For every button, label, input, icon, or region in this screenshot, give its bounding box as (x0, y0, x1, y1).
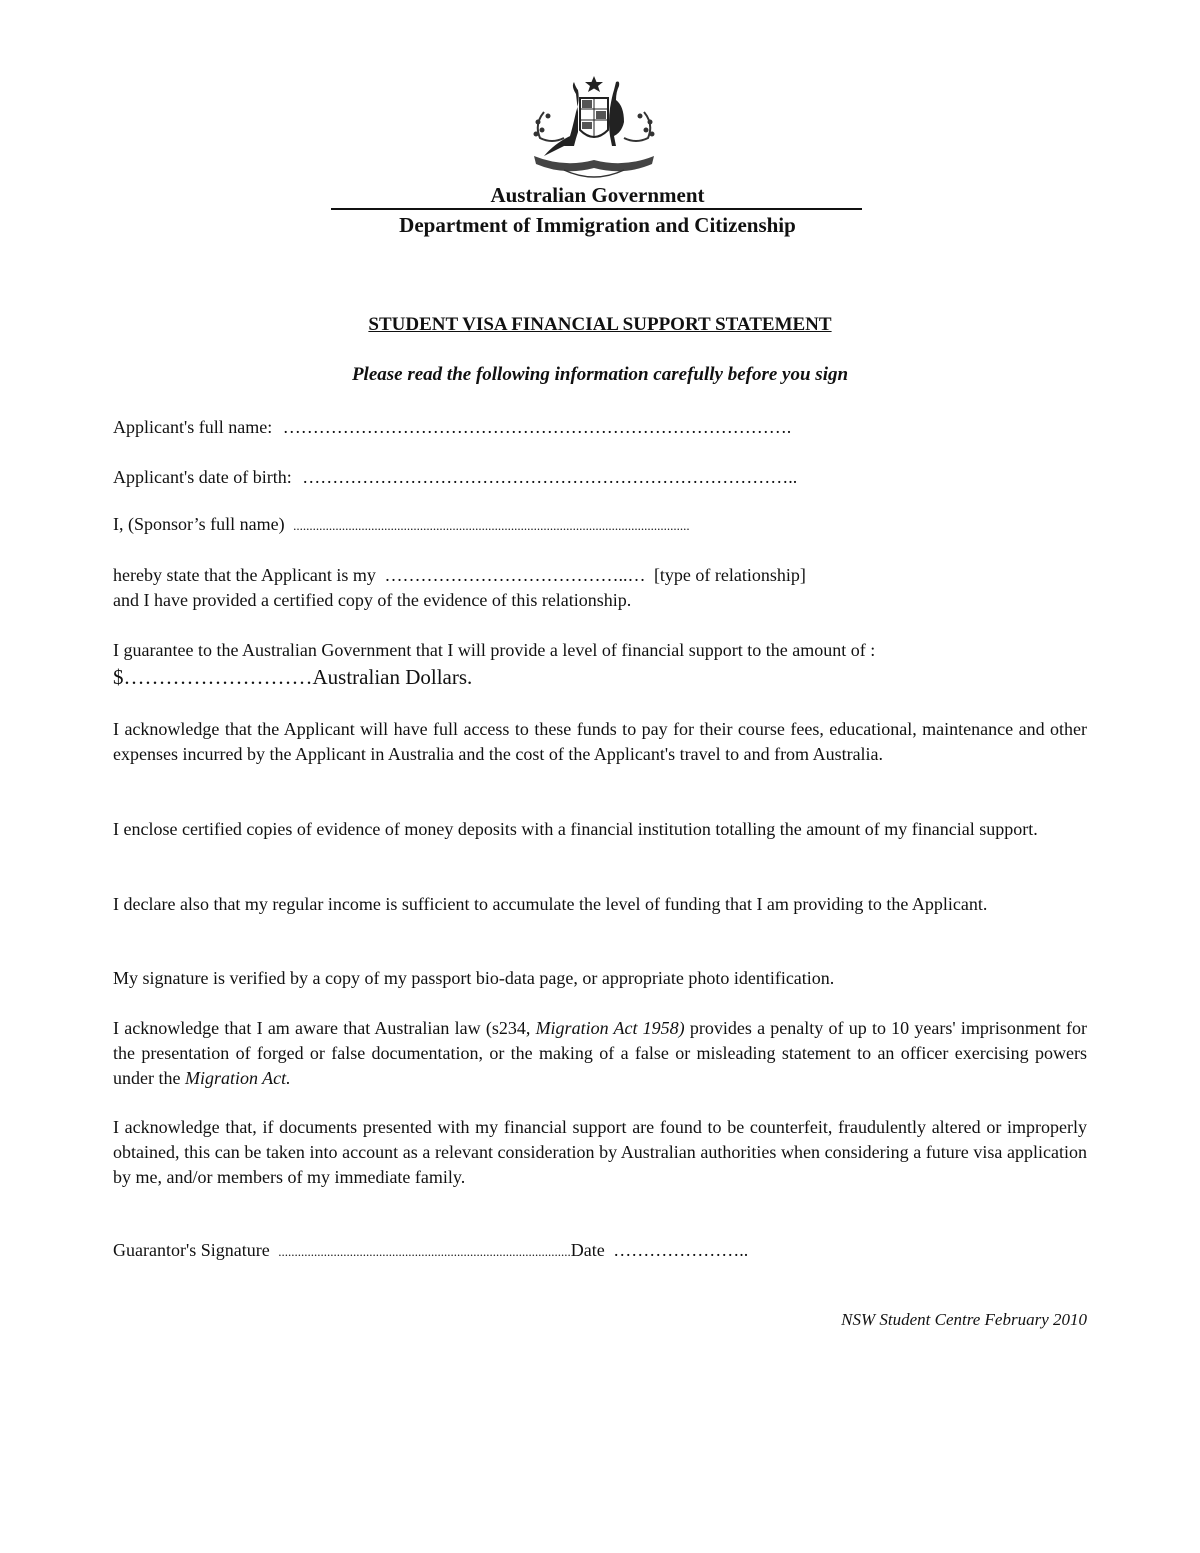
sponsor-name-field[interactable]: .......................................................................................................................... (293, 518, 690, 533)
signature-label: Guarantor's Signature (113, 1240, 270, 1260)
applicant-dob-label: Applicant's date of birth: (113, 467, 292, 487)
sponsor-name-row (113, 514, 690, 535)
amount-prefix: $ (113, 665, 124, 689)
date-field[interactable]: ………………….. (613, 1240, 749, 1260)
paragraph-evidence: I enclose certified copies of evidence of money deposits with a financial institution totalling the amount of my financial support. (113, 819, 1038, 839)
coat-of-arms-icon (524, 72, 664, 184)
legal-text-part2: provides a penalty of up to 10 years' imprisonment for the presentation of forged or false documentation, or the making of a false or misleading statement to an officer exercising powers under the (113, 1018, 1088, 1088)
header-divider (331, 208, 862, 210)
government-name: Australian Government (490, 183, 705, 207)
date-label: Date (570, 1240, 605, 1260)
signature-field[interactable]: .......................................................................................... (278, 1244, 571, 1259)
applicant-dob-field[interactable]: ……………………………………………………………………….. (302, 467, 798, 487)
paragraph-signature-verification: My signature is verified by a copy of my passport bio-data page, or appropriate photo identification. (113, 968, 835, 988)
applicant-name-field[interactable]: …………………………………………………………………………. (282, 417, 792, 437)
applicant-dob-row (113, 467, 797, 488)
sponsor-name-label: I, (Sponsor’s full name) (113, 514, 285, 534)
department-name: Department of Immigration and Citizenship (399, 213, 796, 237)
document-title: STUDENT VISA FINANCIAL SUPPORT STATEMENT (368, 314, 832, 335)
act-reference-short: Migration Act. (184, 1068, 291, 1088)
amount-suffix: Australian Dollars. (312, 665, 473, 689)
relationship-field[interactable]: …………………………………..… (384, 565, 646, 585)
applicant-name-row (113, 417, 791, 438)
paragraph-income: I declare also that my regular income is sufficient to accumulate the level of funding that I am providing to the Applicant. (113, 894, 988, 914)
footer-note: NSW Student Centre February 2010 (841, 1310, 1087, 1329)
relationship-suffix: [type of relationship] (653, 565, 806, 585)
amount-row (113, 665, 472, 690)
act-reference: Migration Act 1958) (535, 1018, 685, 1038)
guarantee-text: I guarantee to the Australian Government that I will provide a level of financial support to the amount of : (113, 640, 876, 660)
relationship-prefix: hereby state that the Applicant is my (113, 565, 376, 585)
amount-field[interactable]: ……………………… (123, 665, 313, 689)
document-subtitle: Please read the following information carefully before you sign (351, 364, 849, 385)
paragraph-funds-access: I acknowledge that the Applicant will have full access to these funds to pay for their course fees, educational, maintenance and other expenses incurred by the Applicant in Australia and the cost of the Applicant's travel to and from Australia. (113, 719, 1087, 764)
legal-text-part1: I acknowledge that I am aware that Australian law (s234, (113, 1018, 536, 1038)
relationship-evidence-line: and I have provided a certified copy of the evidence of this relationship. (113, 590, 632, 610)
paragraph-legal-penalty (113, 1016, 1087, 1091)
applicant-name-label: Applicant's full name: (113, 417, 273, 437)
paragraph-counterfeit: I acknowledge that, if documents presented with my financial support are found to be counterfeit, fraudulently altered or improperly obtained, this can be taken into account as a relevant consideration by Australian authorities when considering a future visa application by me, and/or members of my immediate family. (113, 1117, 1087, 1187)
relationship-row (113, 565, 806, 586)
signature-row (113, 1240, 748, 1261)
